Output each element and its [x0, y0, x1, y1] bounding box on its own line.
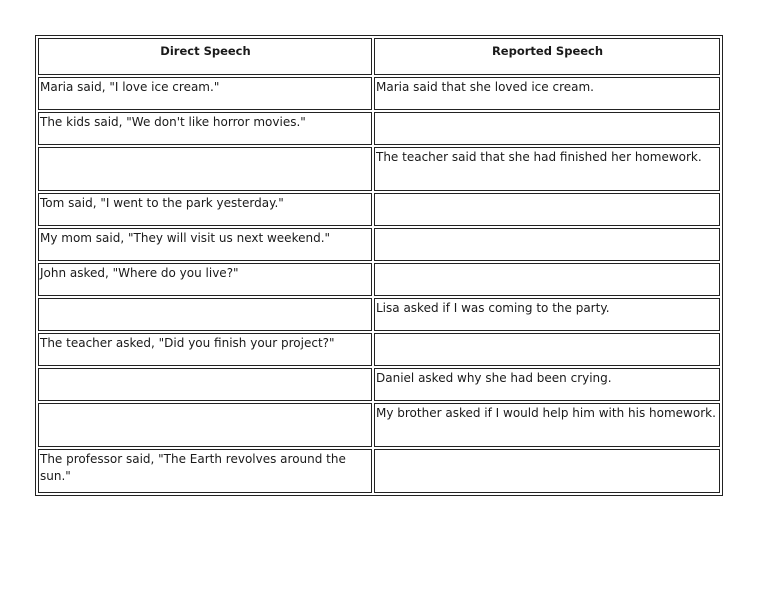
table-row [38, 263, 720, 296]
header-row [38, 38, 720, 75]
reported-cell [374, 228, 720, 261]
speech-table [35, 35, 723, 496]
direct-cell: Maria said, "I love ice cream." [38, 77, 372, 110]
direct-cell: My mom said, "They will visit us next weekend." [38, 228, 372, 261]
table-row [38, 403, 720, 447]
direct-cell [38, 403, 372, 447]
direct-cell: Tom said, "I went to the park yesterday." [38, 193, 372, 226]
reported-cell: My brother asked if I would help him with his homework. [374, 403, 720, 447]
direct-cell: The kids said, "We don't like horror movies." [38, 112, 372, 145]
reported-cell [374, 333, 720, 366]
reported-cell: Maria said that she loved ice cream. [374, 77, 720, 110]
table-row [38, 228, 720, 261]
reported-cell: Lisa asked if I was coming to the party. [374, 298, 720, 331]
table-row [38, 449, 720, 493]
direct-cell [38, 368, 372, 401]
table-row [38, 112, 720, 145]
table-row [38, 77, 720, 110]
table-row [38, 333, 720, 366]
header-reported-speech: Reported Speech [374, 38, 720, 75]
direct-cell: The professor said, "The Earth revolves around the sun." [38, 449, 372, 493]
reported-cell: Daniel asked why she had been crying. [374, 368, 720, 401]
table-row [38, 147, 720, 191]
worksheet [35, 35, 721, 496]
table-row [38, 368, 720, 401]
header-direct-speech: Direct Speech [38, 38, 372, 75]
reported-cell [374, 193, 720, 226]
reported-cell [374, 449, 720, 493]
reported-cell [374, 112, 720, 145]
direct-cell [38, 147, 372, 191]
direct-cell: John asked, "Where do you live?" [38, 263, 372, 296]
table-row [38, 298, 720, 331]
table-row [38, 193, 720, 226]
direct-cell: The teacher asked, "Did you finish your project?" [38, 333, 372, 366]
reported-cell: The teacher said that she had finished her homework. [374, 147, 720, 191]
reported-cell [374, 263, 720, 296]
direct-cell [38, 298, 372, 331]
